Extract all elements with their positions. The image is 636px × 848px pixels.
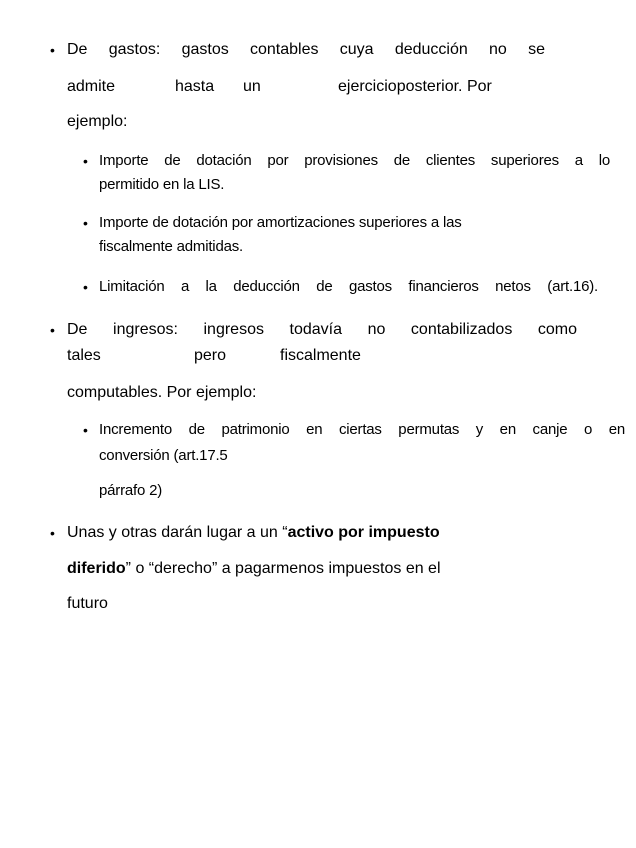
subitem-line: Importe de dotación por provisiones de clientes superiores a lo bbox=[99, 152, 610, 169]
bullet: • bbox=[50, 42, 55, 58]
bullet: • bbox=[83, 279, 88, 295]
word: tales bbox=[67, 347, 101, 364]
word: hasta bbox=[175, 78, 215, 95]
subitem-line: conversión (art.17.5 bbox=[99, 447, 228, 464]
text: ” o “derecho” a pagarmenos impuestos en el bbox=[125, 560, 441, 577]
subitem-line: párrafo 2) bbox=[99, 482, 163, 499]
subitem-line: permitido en la LIS. bbox=[99, 176, 225, 193]
paragraph-line: ejemplo: bbox=[67, 113, 128, 130]
word: un bbox=[243, 78, 261, 95]
bold-term: diferido bbox=[67, 560, 126, 577]
word: ejercicioposterior. Por bbox=[338, 78, 492, 95]
paragraph-line bbox=[67, 523, 440, 543]
word: pero bbox=[194, 347, 227, 364]
bullet: • bbox=[83, 422, 88, 438]
word: fiscalmente bbox=[280, 347, 361, 364]
subitem-line: Incremento de patrimonio en ciertas permutas y en canje o en bbox=[99, 421, 625, 438]
subitem-line: fiscalmente admitidas. bbox=[99, 238, 243, 255]
bullet: • bbox=[50, 525, 55, 541]
paragraph-line bbox=[0, 77, 636, 97]
paragraph-line: computables. Por ejemplo: bbox=[67, 384, 257, 401]
paragraph-line bbox=[67, 559, 441, 579]
bullet: • bbox=[83, 215, 88, 231]
subitem-line: Importe de dotación por amortizaciones superiores a las bbox=[99, 214, 462, 231]
subitem-line: Limitación a la deducción de gastos financieros netos (art.16). bbox=[99, 278, 598, 295]
bullet: • bbox=[50, 322, 55, 338]
bullet: • bbox=[83, 153, 88, 169]
paragraph-line bbox=[0, 346, 636, 366]
text: Unas y otras darán lugar a un “ bbox=[67, 524, 288, 541]
paragraph-line: futuro bbox=[67, 595, 108, 612]
word: admite bbox=[67, 78, 116, 95]
paragraph-line: De gastos: gastos contables cuya deducción no se bbox=[67, 41, 545, 58]
paragraph-line: De ingresos: ingresos todavía no contabilizados como bbox=[67, 321, 577, 338]
bold-term: activo por impuesto bbox=[287, 524, 440, 541]
